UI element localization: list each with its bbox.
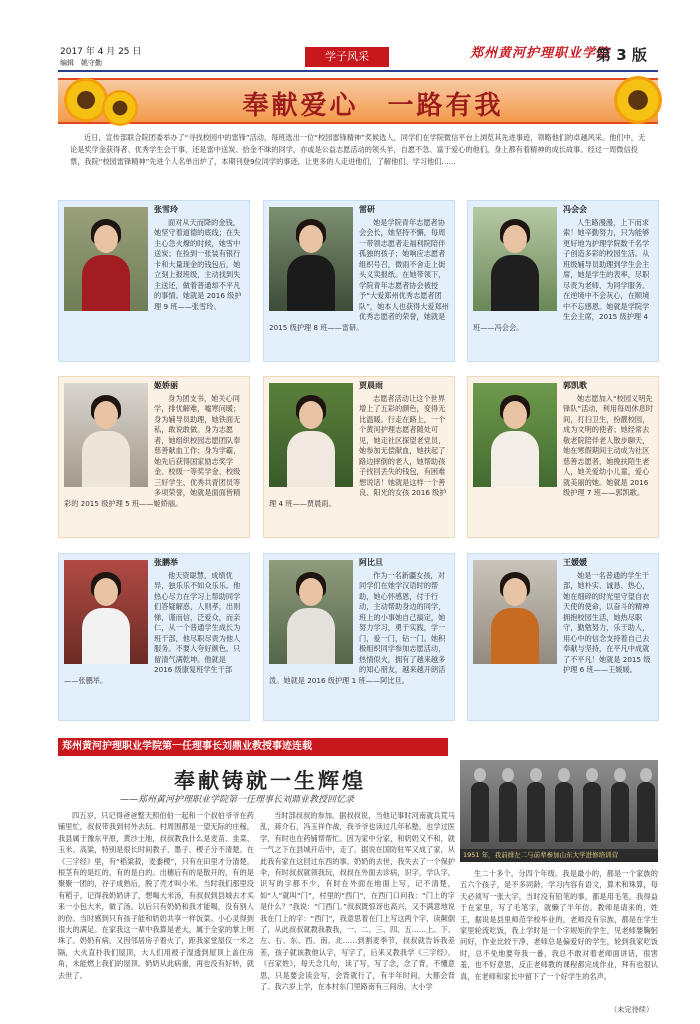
historic-group-photo [460, 760, 658, 862]
profile-card [58, 200, 250, 362]
portrait-photo [269, 560, 353, 664]
profile-name: 冯会会 [563, 205, 587, 214]
article-title: 奉献铸就一生辉煌 [174, 768, 366, 793]
banner-title: 奉献爱心 一路有我 [242, 91, 504, 121]
editor-line: 编辑 姚守勤 [60, 59, 102, 67]
article-column-1: 四五岁，只记得爸爸整天照伯伯一起和一个叔伯爷爷在药铺里忙，叔叔带我到村外去玩。村周围都是一望无际的庄稼，我县属于豫东平原，黄沙土地，叔叔教我什么是麦苗、韭菜、玉米、高粱，特别是很长时间教子、墨子、稷子分不清楚。在《三字经》里，有“稻粱菽，麦黍稷”，只有在田里才分清楚。根茎有的是红的，有的是白的。出穗后有的是散开的，有的是聚聚一团的，谷子成熟后，脱了壳才叫小米。当时我们那里没有稻子，记得我奶奶讲了，想喝大米汤，有叔叔到县城去才买来一小包大米，做了汤。以后只有奶奶和我才能喝，没有别人的份。当时感到只有孩子能和奶奶共享一样饭菜。小心灵得到很大的满足。在家我这一辈中我算是老大，属于全家的掌上明珠了。奶奶有病，又因邻居房子着火了，距我家堂屋仅一米之隔，大火直扑我们屋顶，大人们用被子湿透到屋顶上盖住房角，未能燃上我们的屋顶。奶奶从此病重，再也没有好转，就去世了。 [58, 811, 254, 980]
profile-name: 郭凯歌 [563, 381, 587, 390]
portrait-photo [473, 383, 557, 487]
profile-name: 张鹏举 [154, 558, 178, 567]
header-rule [58, 70, 658, 72]
profile-text: 身为团支书，她关心同学，排忧解难，嘘寒问暖；身为辅导员助理，她铁面无私，敢说敢做。身为志愿者，她组织校园志愿团队奉慈善献血工作；身为学霸，她先后获得国家励志奖学金、校级一等奖学金、校级三好学生、优秀共青团员等多项荣誉，她就是面面皆精彩的 2015 级护理 5 班——姬娇丽。 [64, 393, 241, 508]
profile-text: 面对从天而降的金钱，她坚守着道德的底线；在失主心急火燎的时候，她雪中送炭；在捡到一张装有银行卡和大量现金的钱包后，她立刻上报班级，主动找到失主送还，做着普通却不平凡的事情。她就是 2016 级护理 9 班——张雪玲。 [154, 217, 242, 311]
profile-name: 姬娇丽 [154, 381, 178, 390]
portrait-photo [64, 383, 148, 487]
profile-card [263, 376, 455, 538]
portrait-photo [473, 207, 557, 311]
article-section-bar: 郑州黄河护理职业学院第一任理事长刘鼎业教授事迹连载 [58, 738, 448, 756]
to-be-continued: （未完待续） [610, 1005, 654, 1014]
profile-name: 张雪玲 [154, 205, 178, 214]
profile-card [58, 553, 250, 721]
profile-card [263, 200, 455, 362]
sunflower-icon [614, 76, 662, 124]
intro-paragraph: 近日，宣传部联合院团委举办了“寻找校园中的雷锋”活动，每班选出一位“校园雷锋精神”奖候选人，同学们在学院微信平台上浏览其先进事迹，领略他们的卓越风采。他们中，无论是奖学金获得者、优秀学生会干事，还是雷中送炭、拾金不昧的同学，亦或是公益志愿活动的领头羊，自愿不急、富于爱心的他们，身上都有着精神的成长故事。经过一周微信投票，我院“校园雷锋精神”先进个人名单出炉了，本期刊登9位同学的事迹，让更多的人走进他们，了解他们、学习他们…… [70, 133, 646, 166]
profile-name: 贾晨雨 [359, 381, 383, 390]
banner [58, 78, 658, 124]
photo-caption: 1951 年，我前排左二与前辈参加山东大学进修培训营 [460, 849, 658, 862]
profile-text: 作为一名新疆女孩，对同学们在她学汉语时的帮助，她心怀感恩，付于行动，主动帮助身边的同学，班上的小事她自己搞定，她努力学习，勇于实践，学一门，爱一门，钻一门。她积极组织同学参加志愿活动，热情似火，拥有了越来越多的知心朋友，越来越开朗活泼。她就是 2016 级护理 1 班——阿比旦。 [269, 570, 446, 685]
profile-text: 她志愿加入“校园义明先锋队”活动，利用每周休息时间，打扫卫生，扮靓校园，成为文明的使者；她经常去敬老院陪伴老人散步聊天，她在寒假期间主动成为社区慈善志愿者，她挽扶陌生老人，她关爱幼小儿童，爱心就美丽的她。她就是 2016 级护理 7 班——郭凯歌。 [563, 393, 653, 497]
profile-card [58, 376, 250, 538]
profile-text: 志愿者活动让这个世界增上了五彩的颜色，变得无比温暖。行走在路上，一个个黄河护理志愿者随处可见，她走社区探望老党员，她参加无偿献血，她扶起了路边摔倒的老人，她帮助孩子找回丢失的钱包，有困难想说话！她就是这样一个善良、阳光的女孩 2016 级护理 4 班——贾晨雨。 [269, 393, 447, 508]
section-label: 学子风采 [305, 47, 389, 67]
issue-date: 2017 年 4 月 25 日 [60, 47, 142, 57]
profile-name: 阿比旦 [359, 558, 383, 567]
portrait-photo [269, 383, 353, 487]
profile-text: 她是学院青年志愿者协会会长，她坚持不懈，每周一带领志愿者走福利院陪伴孤独的孩子；她响应志愿者组织号召，微雨不舍走上街头义卖报纸。在她带领下，学院青年志愿者协会被授予“大爱郑州优秀志愿者团队”，她本人也获得大爱郑州优秀志愿者的荣誉，她就是 2015 级护理 8 班——雷研。 [269, 217, 449, 332]
portrait-photo [64, 560, 148, 664]
sunflower-icon [64, 78, 108, 122]
profile-text: 她是一名普通的学生干部，她朴实、诚恳、热心，她在细碎的时光里守望自衣天使的使命，以奋斗的精神拥抱校园生活，她热尽职守，勤勉努力，乐于助人，用心中的信念支持着自己去奉献与坚持，在平凡中成就了不平凡！她就是 2015 级护理 6 班——王媛媛。 [563, 570, 651, 674]
profile-text: 他天资聪慧，成绩优异，独乐乐不如众乐乐。他热心尽力在学习上帮助同学们答疑解惑、人则孝，出则悌，谨而信，泛爱众，而亲仁，从一个普通学生成长为班干部，他尽职尽责为他人服务。不要人夸好颜色，只留清气满乾坤。他就是 2016 级康复班学生干部——张鹏举。 [64, 570, 241, 685]
page-number: 第 3 版 [596, 46, 647, 64]
profile-card [467, 553, 659, 721]
sunflower-icon [102, 90, 138, 126]
profile-text: 人生路漫漫，上下而求索！她辛勤努力，只为能够更好地为护理学院数千名学子创造多彩的校园生活。从班级辅导员助理到学生会主席，她是学生的表率，尽职尽责为老师、为同学服务。在逆境中不会灰心，在顺境中不忘感恩。她就是学院学生会主席，2015 级护理 4 班——冯会会。 [473, 217, 650, 332]
profile-card [467, 200, 659, 362]
article-subtitle: ——郑州黄河护理职业学院第一任理事长刘鼎业教授回忆录 [120, 795, 355, 805]
portrait-photo [473, 560, 557, 664]
portrait-photo [269, 207, 353, 311]
profile-name: 王媛媛 [563, 558, 587, 567]
article-column-3: 生二十多个，分四个年级。我是最小的，都是一个家族的五六个孩子，是不多同龄，学习内容有语文，算术和珠算，每天必须写一张大字，当时没有铅笔的事，都是用毛笔，我得益于在家里，写了毛笔字，就懒了半年仿。教师是请来的，姓王，据说是县里师范学校毕业的，老师没有宗族，都是在学生家里轮流吃饭，我上学时是一个字规矩的学生，见老师要鞠躬问好，作业比较干净，老师总是偏爱好的学生，轮到我家吃饭时，总不免地要夸我一番，我总不敢对着老师面讲话，很害羞，也不好意思，反正老师教的课程都完成作业，拜有也很认真，在老师和家长中留下了一个好学生的名声。 [460, 869, 658, 981]
portrait-photo [64, 207, 148, 311]
profile-card [467, 376, 659, 538]
profile-name: 雷研 [359, 205, 375, 214]
school-logo: 郑州黄河护理职业学院 [470, 46, 611, 61]
profile-card [263, 553, 455, 721]
article-column-2: 当时部叔叔的参加。据叔叔说，当他记事时河南就兵荒马乱，蒋介石，冯玉祥作战，我爷爷也读过几年私塾，也学过医学，有时也在药铺帮帮忙。因为家中分家，和奶奶又不和，就一气之下在县城开店中，走了，据说在国防驻军又成了家，从此我有家在这回过东西的事。奶奶的去世，我失去了一个保护伞，有时叔叔就领我玩，叔叔在外面去诊病，识字，学认字，识写的字都不少，有时在外面在地面上写，记不清楚，如“人”就叫“门”，村里的“西门”，在西门口问我：“门上的字是什么？”我说：“门西门。”叔叔既惊讶也高兴，又不满意地说我在门上的字：“西门”，我意思着在门上写这两个字，读颠倒了，从此叔叔就教我教我，一、二、三、四、五……上、下、左、右、东、西、南、北……到割麦季节，叔叔就告诉我差差，孩子就该教他认字，写字了，后来又教我学《三字经》、《百家姓》，每天念几句，读了写，写了念，念了背，不懂意思，只是要会读会写，会背就行了，有半年时间，大都会背了。我六岁上学，在本村东门里路南有三间房，大小学 [260, 811, 455, 992]
